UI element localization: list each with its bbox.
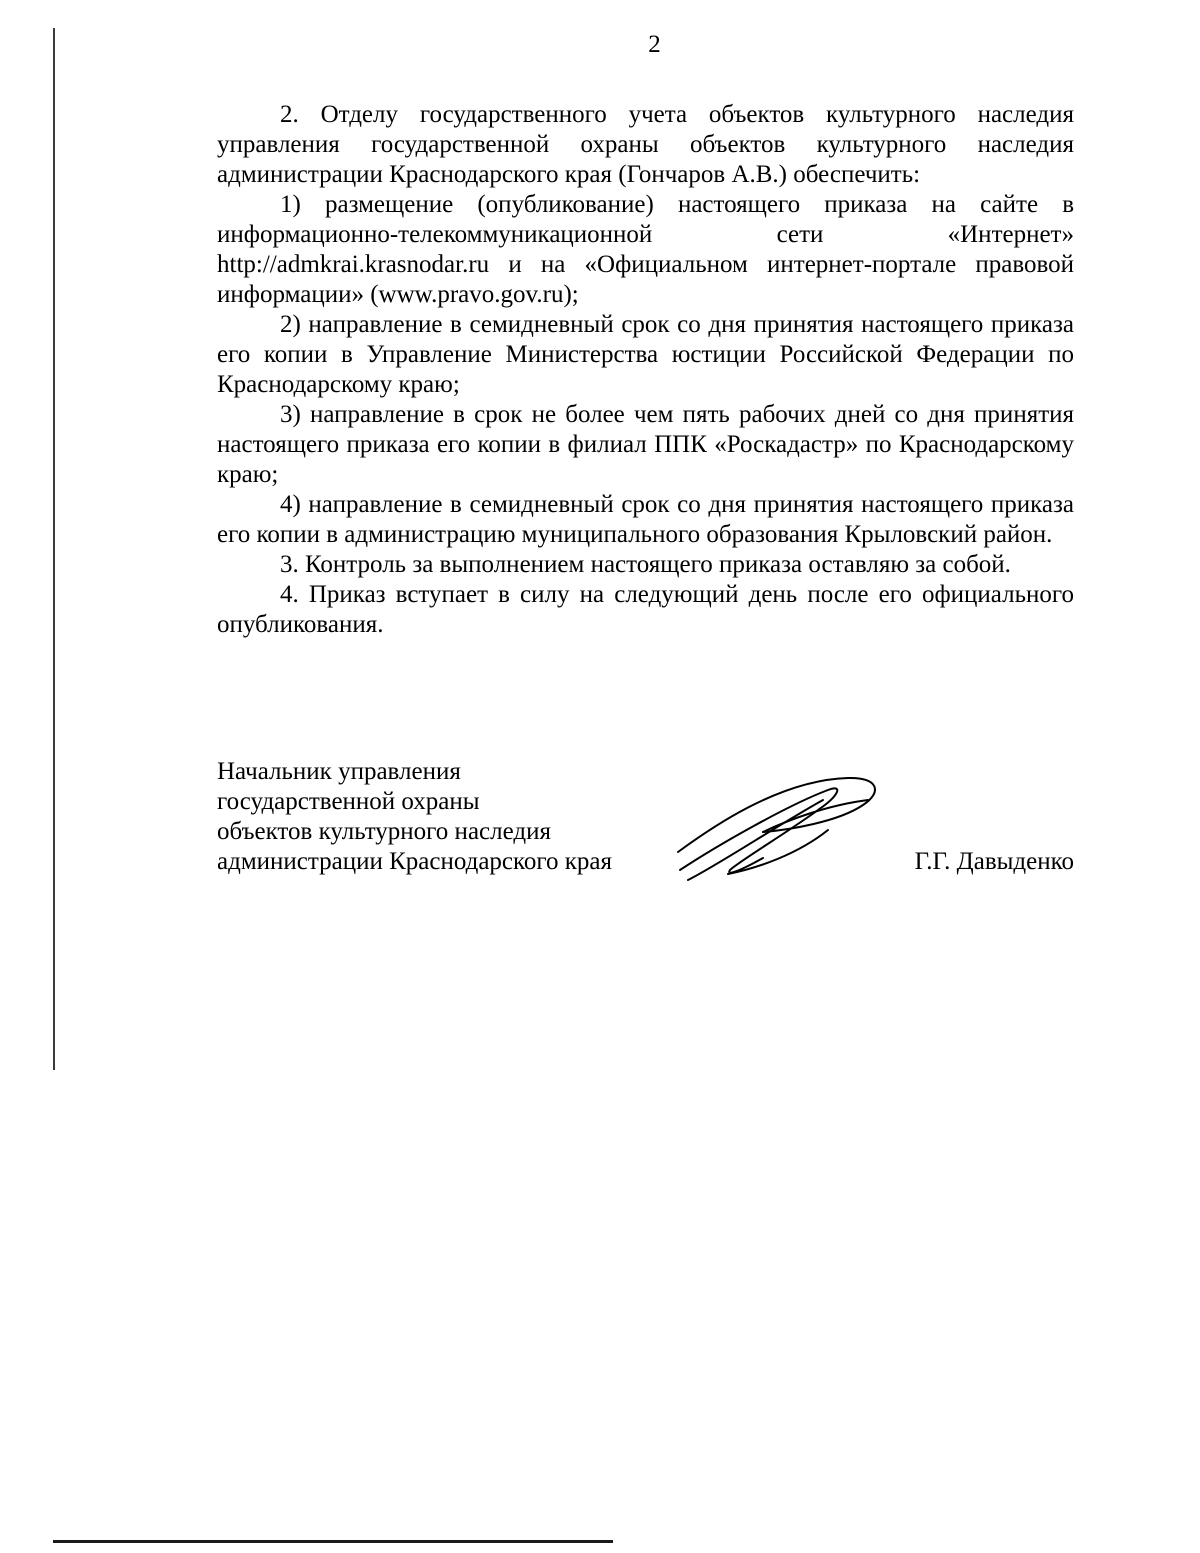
paragraph-item-4: 4. Приказ вступает в силу на следующий день после его официального опубликования. [217,581,1074,638]
handwritten-signature [668,770,888,890]
paragraph-item-3: 3. Контроль за выполнением настоящего приказа оставляю за собой. [280,551,1011,578]
page-number: 2 [648,31,661,58]
signatory-title-line: государственной охраны [217,788,480,815]
scan-edge-bottom [53,1540,613,1543]
scan-edge-left [53,28,55,1070]
signatory-title-line: Начальник управления [217,758,461,785]
signatory-title-line: администрации Краснодарского края [217,848,613,875]
signatory-name: Г.Г. Давыденко [914,848,1074,875]
paragraph-subitem-3: 3) направление в срок не более чем пять рабочих дней со дня принятия настоящего приказа его копии в филиал ППК «Роскадастр» по Краснодарскому краю; [217,401,1074,488]
paragraph-subitem-1: 1) размещение (опубликование) настоящего приказа на сайте в информационно-телекоммуникационной сети «Интернет» http://admkrai.krasnodar.ru и на «Официальном интернет-портале правовой информации» (www.pravo.gov.ru); [217,191,1074,308]
paragraph-item-2: 2. Отделу государственного учета объектов культурного наследия управления государственной охраны объектов культурного наследия администрации Краснодарского края (Гончаров А.В.) обеспечить: [217,101,1074,188]
paragraph-subitem-4: 4) направление в семидневный срок со дня принятия настоящего приказа его копии в администрацию муниципального образования Крыловский район. [217,491,1074,548]
paragraph-subitem-2: 2) направление в семидневный срок со дня принятия настоящего приказа его копии в Управление Министерства юстиции Российской Федерации по Краснодарскому краю; [217,311,1074,398]
signatory-title [217,757,657,877]
signatory-title-line: объектов культурного наследия [217,818,551,845]
document-body [217,100,1074,640]
